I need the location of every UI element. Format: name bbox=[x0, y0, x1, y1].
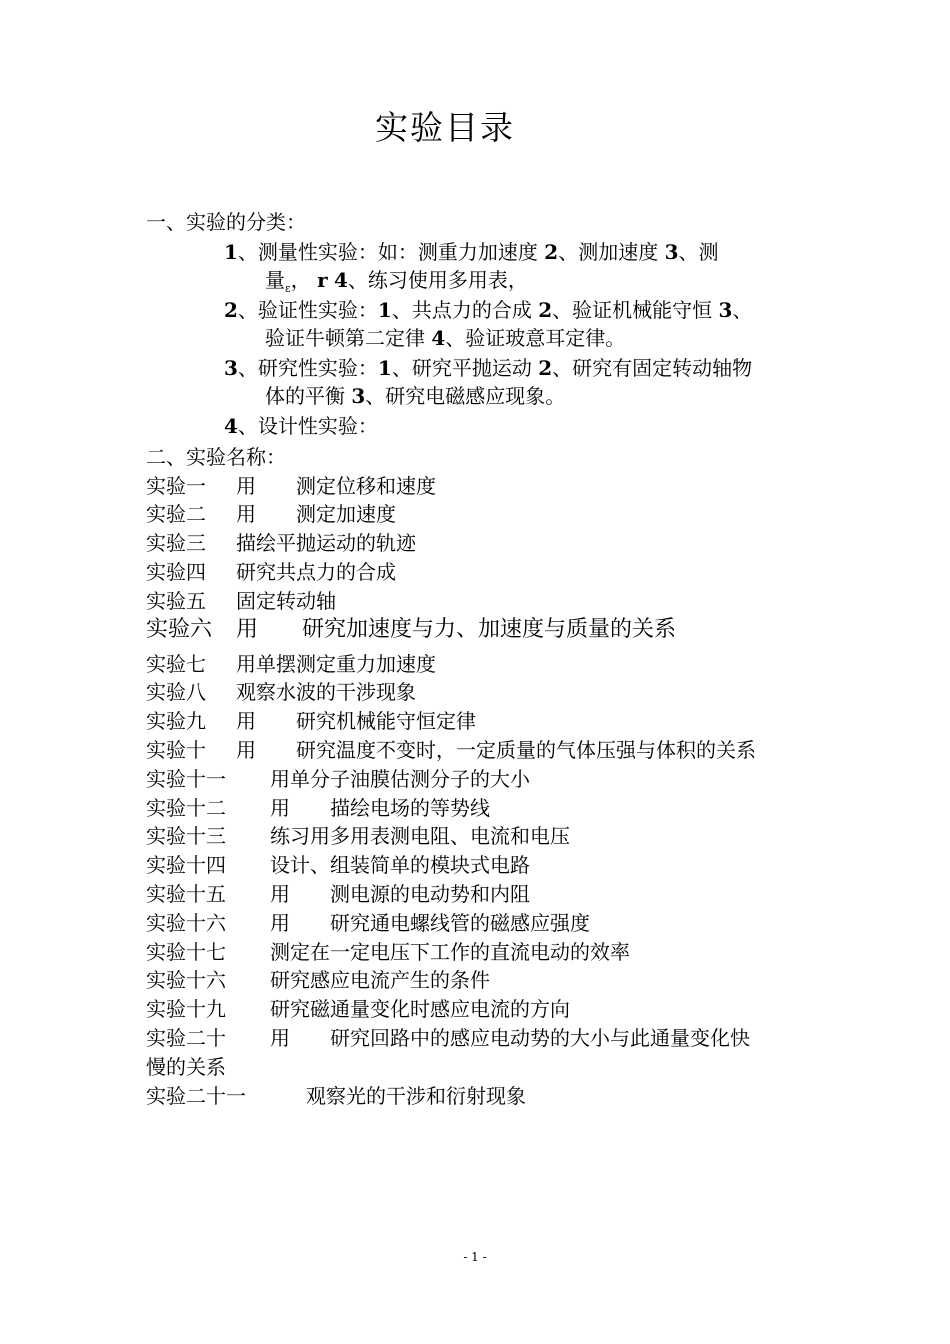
item-text: 、研究电磁感应现象。 bbox=[365, 384, 566, 408]
experiment-row bbox=[146, 707, 476, 735]
experiment-label: 实验十六 bbox=[146, 968, 226, 992]
experiment-row bbox=[146, 587, 336, 615]
experiment-title: 设计、组装简单的模块式电路 bbox=[270, 853, 530, 877]
item-number: 4 bbox=[431, 326, 446, 350]
item-text: 、研究性实验： bbox=[237, 356, 378, 380]
classification-item-4 bbox=[224, 412, 810, 440]
experiment-label: 实验十七 bbox=[146, 940, 226, 964]
experiment-row bbox=[146, 880, 530, 908]
item-text: 、设计性实验： bbox=[237, 414, 378, 438]
experiment-row bbox=[146, 909, 590, 937]
experiment-title: 观察水波的干涉现象 bbox=[236, 680, 416, 704]
item-text: 、研究平抛运动 bbox=[391, 356, 539, 380]
experiment-title: 固定转动轴 bbox=[236, 589, 336, 613]
item-text: ， bbox=[290, 268, 311, 292]
experiment-label: 实验六 bbox=[146, 617, 213, 642]
experiment-row bbox=[146, 995, 570, 1023]
experiment-title: 用 研究加速度与力、加速度与质量的关系 bbox=[236, 617, 677, 642]
item-text: 、测量性实验：如：测重力加速度 bbox=[237, 240, 545, 264]
experiment-row bbox=[146, 938, 630, 966]
experiment-title: 用单分子油膜估测分子的大小 bbox=[270, 767, 530, 791]
experiment-row bbox=[146, 558, 396, 586]
experiment-label: 实验十二 bbox=[146, 796, 226, 820]
page-title: 实验目录 bbox=[375, 108, 515, 147]
experiment-row bbox=[146, 1024, 750, 1052]
experiment-label: 实验十一 bbox=[146, 767, 226, 791]
experiment-title: 研究感应电流产生的条件 bbox=[270, 968, 490, 992]
experiment-row bbox=[146, 736, 756, 764]
item-text: 、测加速度 bbox=[558, 240, 665, 264]
experiment-title: 观察光的干涉和衍射现象 bbox=[306, 1084, 526, 1108]
experiment-row bbox=[146, 472, 436, 500]
experiment-row bbox=[146, 650, 436, 678]
classification-item-2 bbox=[224, 296, 810, 352]
experiment-label: 实验三 bbox=[146, 531, 206, 555]
item-number: 2 bbox=[544, 240, 559, 264]
experiment-title: 研究共点力的合成 bbox=[236, 560, 396, 584]
experiment-label: 实验二 bbox=[146, 502, 206, 526]
experiment-title: 用单摆测定重力加速度 bbox=[236, 652, 436, 676]
experiment-label: 实验十四 bbox=[146, 853, 226, 877]
item-text: 、验证性实验： bbox=[237, 298, 378, 322]
experiment-label: 实验二十一 bbox=[146, 1084, 246, 1108]
item-text: 、测 bbox=[678, 240, 719, 264]
experiment-label: 实验十 bbox=[146, 738, 206, 762]
experiment-label: 实验十五 bbox=[146, 882, 226, 906]
experiment-title: 用 研究温度不变时，一定质量的气体压强与体积的关系 bbox=[236, 738, 756, 762]
item-text: 、 bbox=[732, 298, 753, 322]
experiment-row bbox=[146, 678, 416, 706]
experiment-title: 慢的关系 bbox=[146, 1055, 226, 1079]
resistance-symbol: r bbox=[317, 268, 328, 292]
experiment-label: 实验十九 bbox=[146, 997, 226, 1021]
experiment-label: 实验十六 bbox=[146, 911, 226, 935]
experiment-label: 实验九 bbox=[146, 709, 206, 733]
section-heading-names: 二、实验名称： bbox=[146, 445, 286, 469]
experiment-row bbox=[146, 794, 490, 822]
experiment-label: 实验八 bbox=[146, 680, 206, 704]
experiment-label: 实验十三 bbox=[146, 824, 226, 848]
experiment-title: 测定在一定电压下工作的直流电动的效率 bbox=[270, 940, 630, 964]
experiment-title: 用 测电源的电动势和内阻 bbox=[270, 882, 530, 906]
page-number: - 1 - bbox=[463, 1250, 487, 1264]
experiment-row bbox=[146, 616, 677, 644]
experiment-title: 研究磁通量变化时感应电流的方向 bbox=[270, 997, 570, 1021]
item-text: 、共点力的合成 bbox=[391, 298, 539, 322]
experiment-title: 用 研究通电螺线管的磁感应强度 bbox=[270, 911, 590, 935]
item-number: 1 bbox=[224, 240, 238, 264]
experiment-title: 用 测定位移和速度 bbox=[236, 474, 436, 498]
item-text: 体的平衡 bbox=[265, 384, 352, 408]
experiment-title: 练习用多用表测电阻、电流和电压 bbox=[270, 824, 570, 848]
item-number: 3 bbox=[224, 356, 238, 380]
item-text: 、验证机械能守恒 bbox=[552, 298, 719, 322]
item-text: 验证牛顿第二定律 bbox=[265, 326, 432, 350]
experiment-row bbox=[146, 851, 530, 879]
epsilon-symbol: ε bbox=[285, 282, 291, 295]
experiment-title: 描绘平抛运动的轨迹 bbox=[236, 531, 416, 555]
item-text: 、练习使用多用表， bbox=[347, 268, 528, 292]
item-number: 2 bbox=[538, 356, 553, 380]
experiment-row bbox=[146, 1082, 526, 1110]
experiment-label: 实验四 bbox=[146, 560, 206, 584]
experiment-label: 实验一 bbox=[146, 474, 206, 498]
classification-item-1 bbox=[224, 238, 810, 303]
item-number: 1 bbox=[377, 298, 392, 322]
experiment-row bbox=[146, 529, 416, 557]
experiment-label: 实验二十 bbox=[146, 1026, 226, 1050]
experiment-title: 用 研究回路中的感应电动势的大小与此通量变化快 bbox=[270, 1026, 750, 1050]
item-number: 3 bbox=[718, 298, 733, 322]
item-text: 量 bbox=[265, 268, 285, 292]
experiment-title: 用 测定加速度 bbox=[236, 502, 396, 526]
experiment-title: 用 描绘电场的等势线 bbox=[270, 796, 490, 820]
classification-item-3 bbox=[224, 354, 810, 410]
item-number: 2 bbox=[224, 298, 238, 322]
item-number: 1 bbox=[377, 356, 392, 380]
item-number: 3 bbox=[664, 240, 679, 264]
experiment-label: 实验七 bbox=[146, 652, 206, 676]
item-number: 4 bbox=[224, 414, 238, 438]
experiment-row bbox=[146, 822, 570, 850]
item-text: 、验证玻意耳定律。 bbox=[445, 326, 626, 350]
experiment-row bbox=[146, 966, 490, 994]
experiment-row bbox=[146, 765, 530, 793]
item-number: 2 bbox=[538, 298, 553, 322]
item-number: 3 bbox=[351, 384, 366, 408]
experiment-row bbox=[146, 500, 396, 528]
item-number: 4 bbox=[333, 268, 348, 292]
experiment-label: 实验五 bbox=[146, 589, 206, 613]
item-text: 、研究有固定转动轴物 bbox=[552, 356, 753, 380]
section-heading-classification: 一、实验的分类： bbox=[146, 210, 306, 234]
experiment-title: 用 研究机械能守恒定律 bbox=[236, 709, 476, 733]
